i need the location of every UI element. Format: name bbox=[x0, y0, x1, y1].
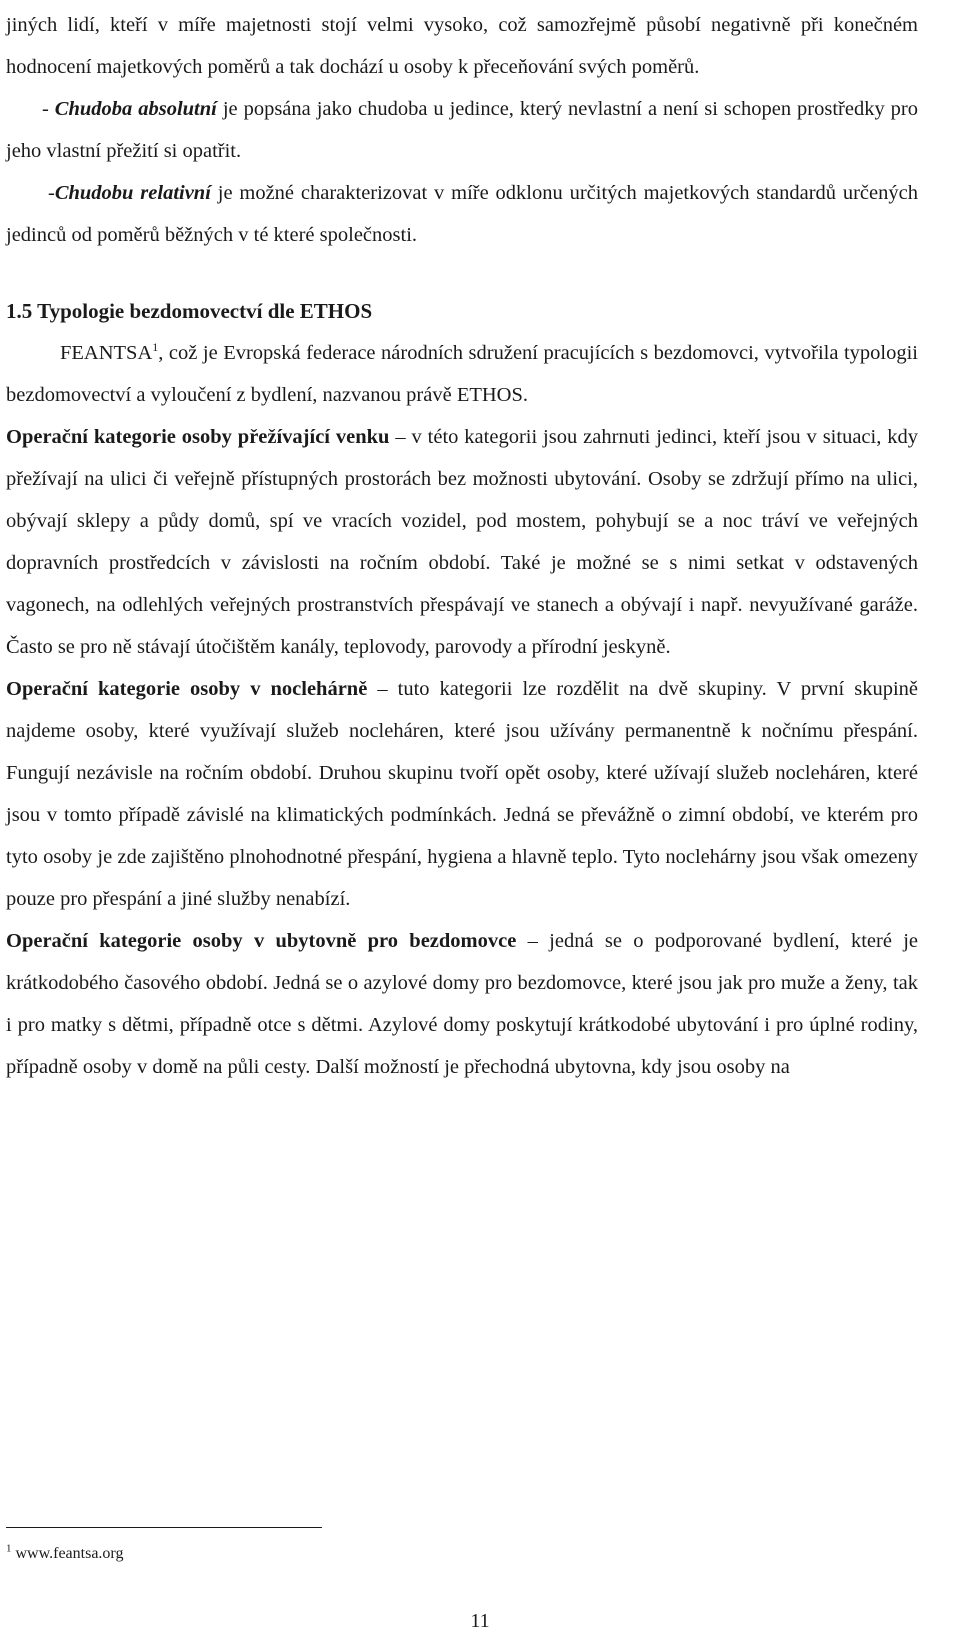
paragraph-feantsa bbox=[6, 332, 918, 416]
category-text: – v této kategorii jsou zahrnuti jedinci, kteří jsou v situaci, kdy přežívají na ulici či veřejně přístupných prostorách bez možnosti ubytování. Osoby se zdržují přímo na ulici, obývají sklepy a půdy domů, spí ve vracích vozidel, pod mostem, pohybují se a noc tráví ve veřejných dopravních prostředcích v závislosti na ročním období. Také je možné se s nimi setkat v odstavených vagonech, na odlehlých veřejných prostranstvích přespávají ve stanech a obývají i např. nevyužívané garáže. Často se pro ně stávají útočištěm kanály, teplovody, parovody a přírodní jeskyně. bbox=[6, 426, 918, 658]
footnote-separator bbox=[6, 1527, 322, 1528]
document-page bbox=[6, 0, 918, 1088]
category-title: Operační kategorie osoby v noclehárně bbox=[6, 678, 368, 700]
category-title: Operační kategorie osoby přežívající venku bbox=[6, 426, 390, 448]
term-absolute-poverty: Chudoba absolutní bbox=[54, 98, 217, 120]
paragraph-continuation bbox=[6, 4, 918, 88]
footnote-link[interactable]: www.feantsa.org bbox=[11, 1545, 124, 1562]
category-text: – tuto kategorii lze rozdělit na dvě skupiny. V první skupině najdeme osoby, které využívají služeb nocleháren, které jsou užívány permanentně k nočnímu přespání. Fungují nezávisle na ročním období. Druhou skupinu tvoří opět osoby, které užívají služeb nocleháren, které jsou v tomto případě závislé na klimatických podmínkách. Jedná se převážně o zimní období, ve kterém pro tyto osoby je zde zajištěno plnohodnotné přespání, hygiena a hlavně teplo. Tyto noclehárny jsou však omezeny pouze pro přespání a jiné služby nenabízí. bbox=[6, 678, 919, 910]
page-number: 11 bbox=[470, 1610, 490, 1632]
footnote-reference: 1 bbox=[152, 340, 159, 355]
category-title: Operační kategorie osoby v ubytovně pro bezdomovce bbox=[6, 930, 517, 952]
dash-prefix: - bbox=[42, 98, 55, 120]
category-shelter bbox=[6, 668, 918, 920]
paragraph-text: , což je Evropská federace národních sdružení pracujících s bezdomovci, vytvořila typologii bezdomovectví a vyloučení z bydlení, nazvanou právě ETHOS. bbox=[6, 342, 918, 406]
definition-text: je popsána jako chudoba u jedince, který nevlastní a není si schopen prostředky pro jeho vlastní přežití si opatřit. bbox=[6, 98, 919, 162]
category-hostel bbox=[6, 920, 918, 1088]
definition-text: je možné charakterizovat v míře odklonu určitých majetkových standardů určených jedinců od poměrů běžných v té které společnosti. bbox=[6, 182, 918, 246]
paragraph-relative-poverty bbox=[6, 172, 918, 256]
footnote bbox=[6, 1542, 124, 1563]
category-text: – jedná se o podporované bydlení, které je krátkodobého časového období. Jedná se o azylové domy pro bezdomovce, které jsou jak pro muže a ženy, tak i pro matky s dětmi, případně otce s dětmi. Azylové domy poskytují krátkodobé ubytování i pro úplné rodiny, případně osoby v domě na půli cesty. Další možností je přechodná ubytovna, kdy jsou osoby na bbox=[6, 930, 919, 1078]
dash-prefix: - bbox=[48, 182, 55, 204]
paragraph-text: jiných lidí, kteří v míře majetnosti stojí velmi vysoko, což samozřejmě působí negativně při konečném hodnocení majetkových poměrů a tak dochází u osoby k přeceňování svých poměrů. bbox=[6, 14, 918, 78]
category-outdoor bbox=[6, 416, 918, 668]
organization-name: FEANTSA bbox=[60, 342, 153, 364]
section-heading: 1.5 Typologie bezdomovectví dle ETHOS bbox=[6, 299, 373, 323]
paragraph-absolute-poverty bbox=[6, 88, 918, 172]
footnote-number: 1 bbox=[6, 1542, 12, 1555]
term-relative-poverty: Chudobu relativní bbox=[54, 182, 211, 204]
